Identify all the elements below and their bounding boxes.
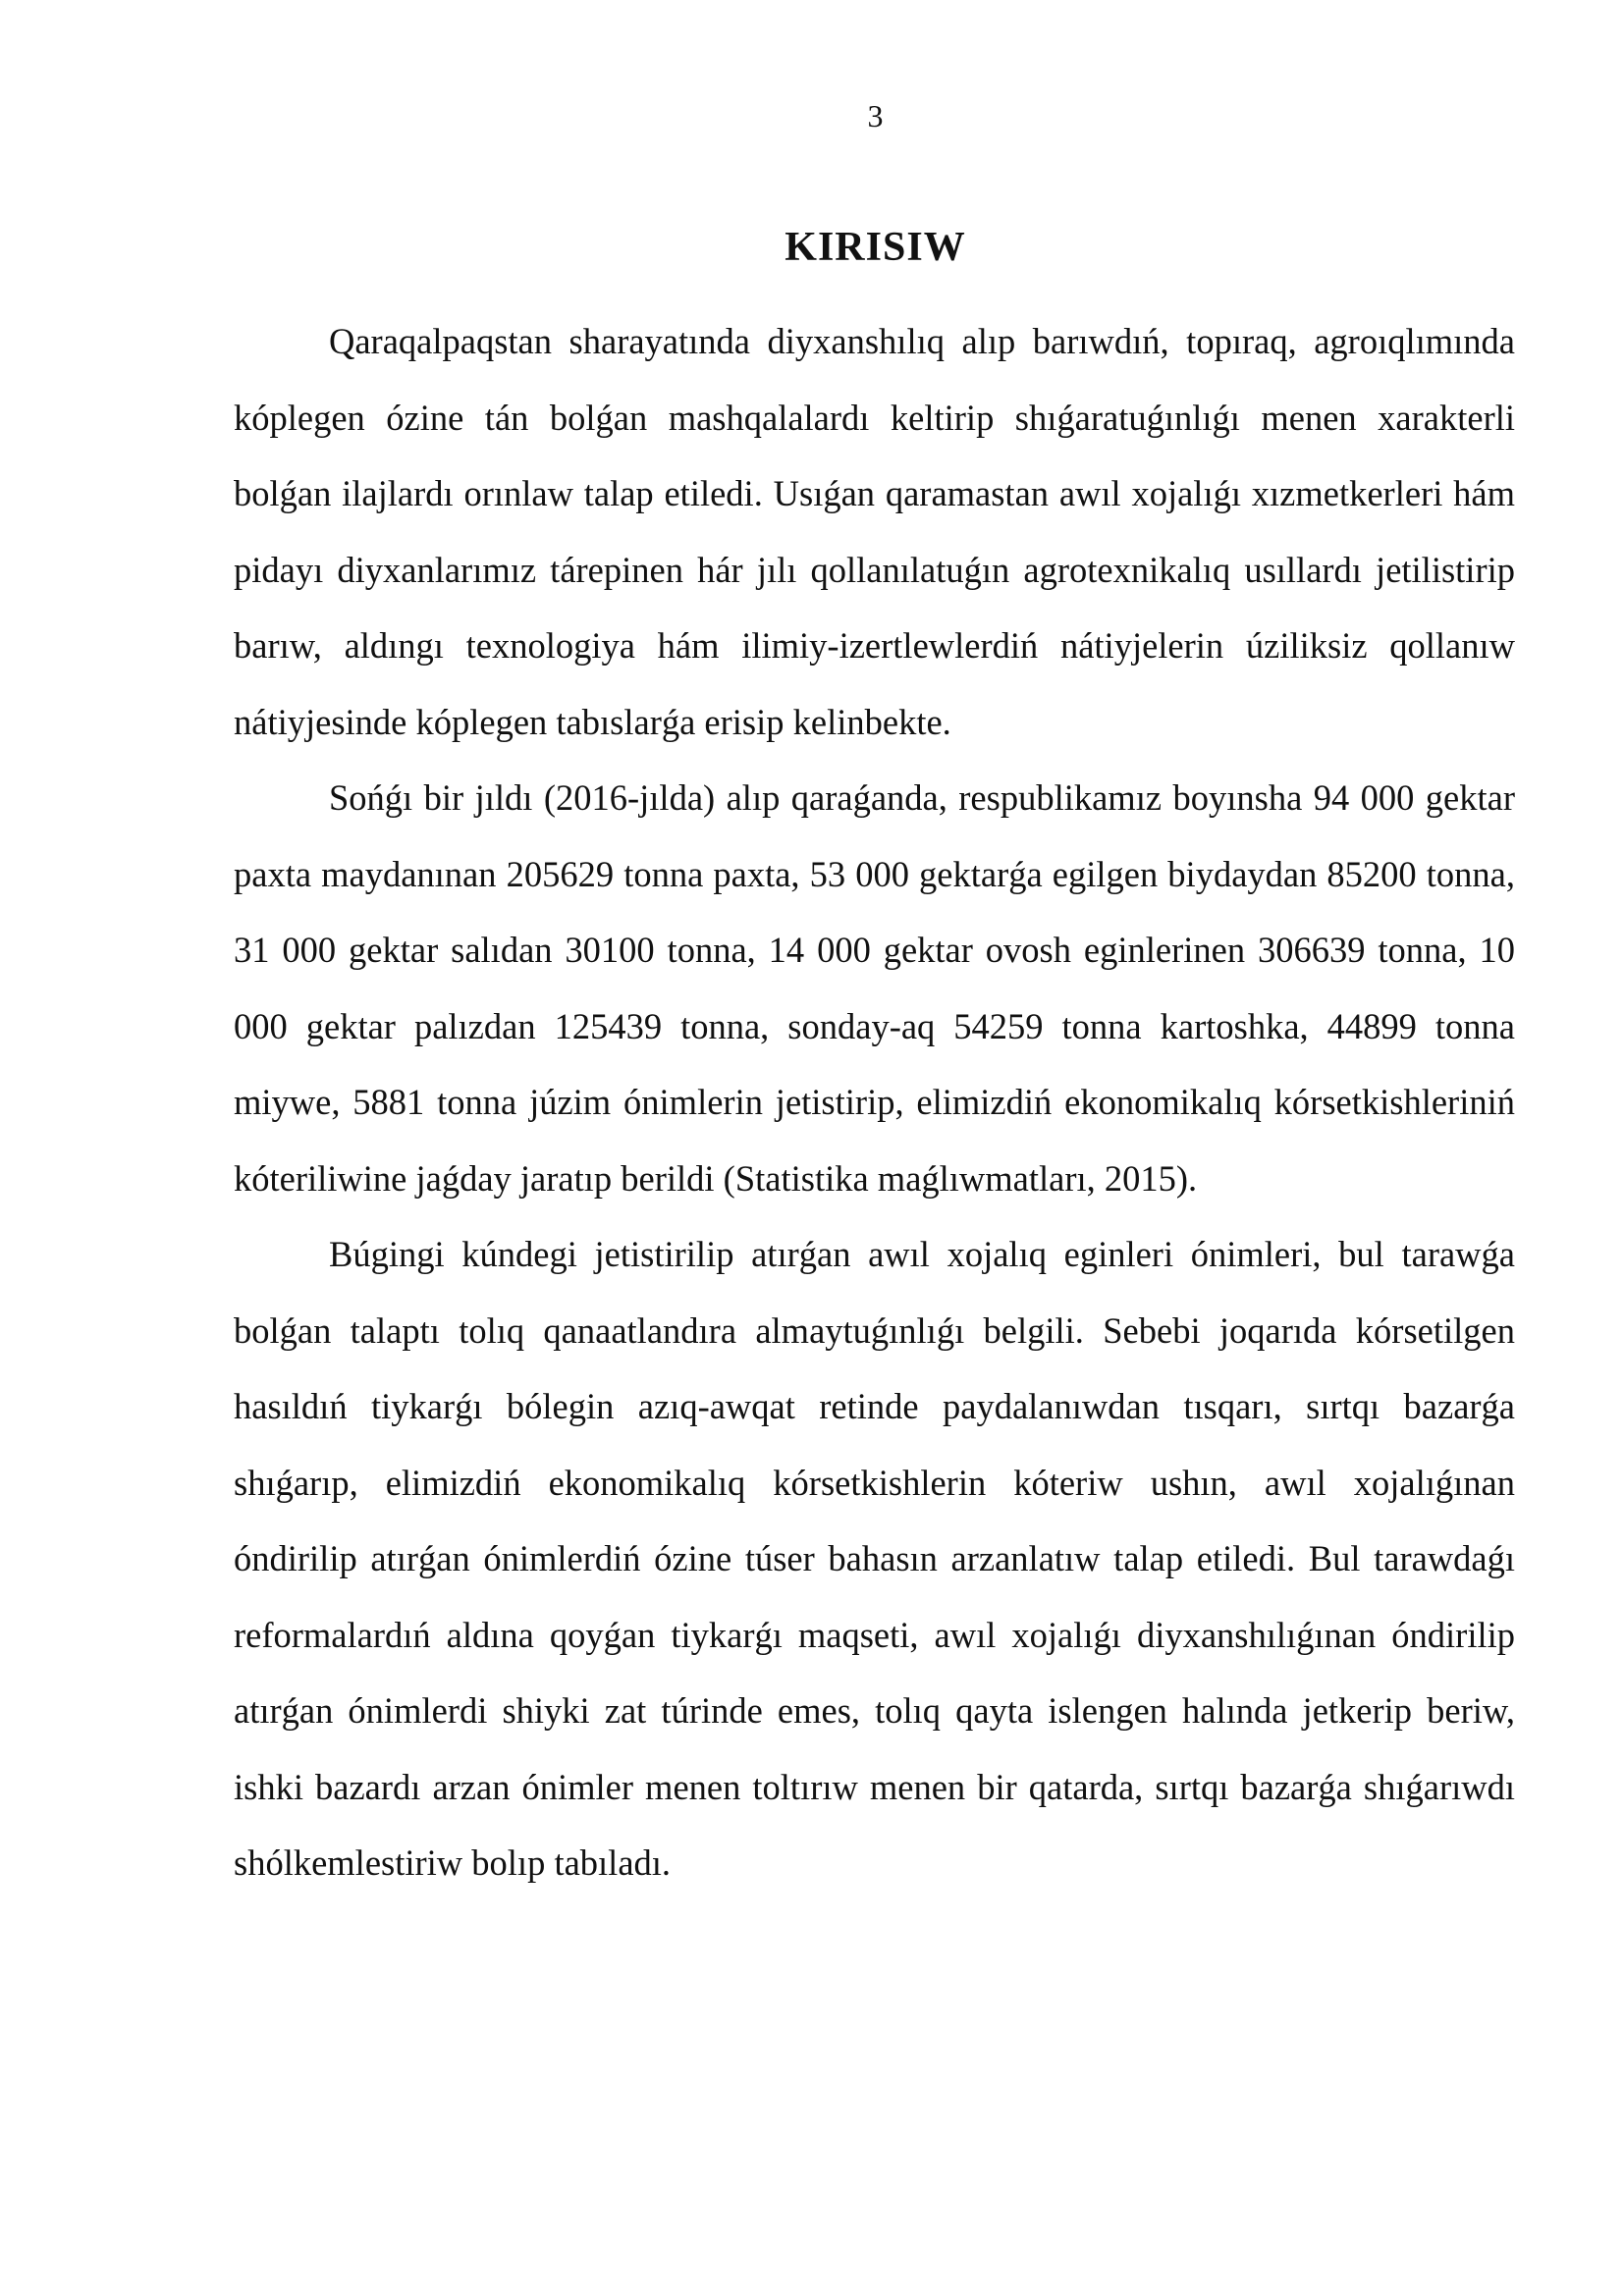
page-number: 3 [867, 98, 884, 133]
paragraph-intro: Qaraqalpaqstan sharayatında diyxanshılıq alıp barıwdıń, topıraq, agroıqlımında kóplegen ózine tán bolǵan mashqalalardı keltirip shıǵaratuǵınlıǵı menen xarakterli bolǵan ilajlardı orınlaw talap etiledi. Usıǵan qaramastan awıl xojalıǵı xızmetkerleri hám pidayı diyxanlarımız tárepinen hár jılı qollanılatuǵın agrotexnikalıq usıllardı jetilistirip barıw, aldıngı texnologiya hám ilimiy-izertlewlerdiń nátiyjelerin úziliksiz qollanıw nátiyjesinde kóplegen tabıslarǵa erisip kelinbekte. [234, 321, 1515, 742]
page-title: KIRISIW [784, 225, 966, 270]
document-body [234, 303, 1515, 1901]
paragraph-reforms: Búgingi kúndegi jetistirilip atırǵan awıl xojalıq eginleri ónimleri, bul tarawǵa bolǵan talaptı tolıq qanaatlandıra almaytuǵınlıǵı belgili. Sebebi joqarıda kórsetilgen hasıldıń tiykarǵı bólegin azıq-awqat retinde paydalanıwdan tısqarı, sırtqı bazarǵa shıǵarıp, elimizdiń ekonomikalıq kórsetkishlerin kóteriw ushın, awıl xojalıǵınan óndirilip atırǵan ónimlerdiń ózine túser bahasın arzanlatıw talap etiledi. Bul tarawdaǵı reformalardıń aldına qoyǵan tiykarǵı maqseti, awıl xojalıǵı diyxanshılıǵınan óndirilip atırǵan ónimlerdi shiyki zat túrinde emes, tolıq qayta islengen halında jetkerip beriw, ishki bazardı arzan ónimler menen toltırıw menen bir qatarda, sırtqı bazarǵa shıǵarıwdı shólkemlestiriw bolıp tabıladı. [234, 1234, 1515, 1883]
paragraph-statistics: Sońǵı bir jıldı (2016-jılda) alıp qaraǵanda, respublikamız boyınsha 94 000 gektar paxta maydanınan 205629 tonna paxta, 53 000 gektarǵa egilgen biydaydan 85200 tonna, 31 000 gektar salıdan 30100 tonna, 14 000 gektar ovosh eginlerinen 306639 tonna, 10 000 gektar palızdan 125439 tonna, sonday-aq 54259 tonna kartoshka, 44899 tonna miywe, 5881 tonna júzim ónimlerin jetistirip, elimizdiń ekonomikalıq kórsetkishleriniń kóteriliwine jaǵday jaratıp berildi (Statistika maǵlıwmatları, 2015). [234, 777, 1515, 1199]
